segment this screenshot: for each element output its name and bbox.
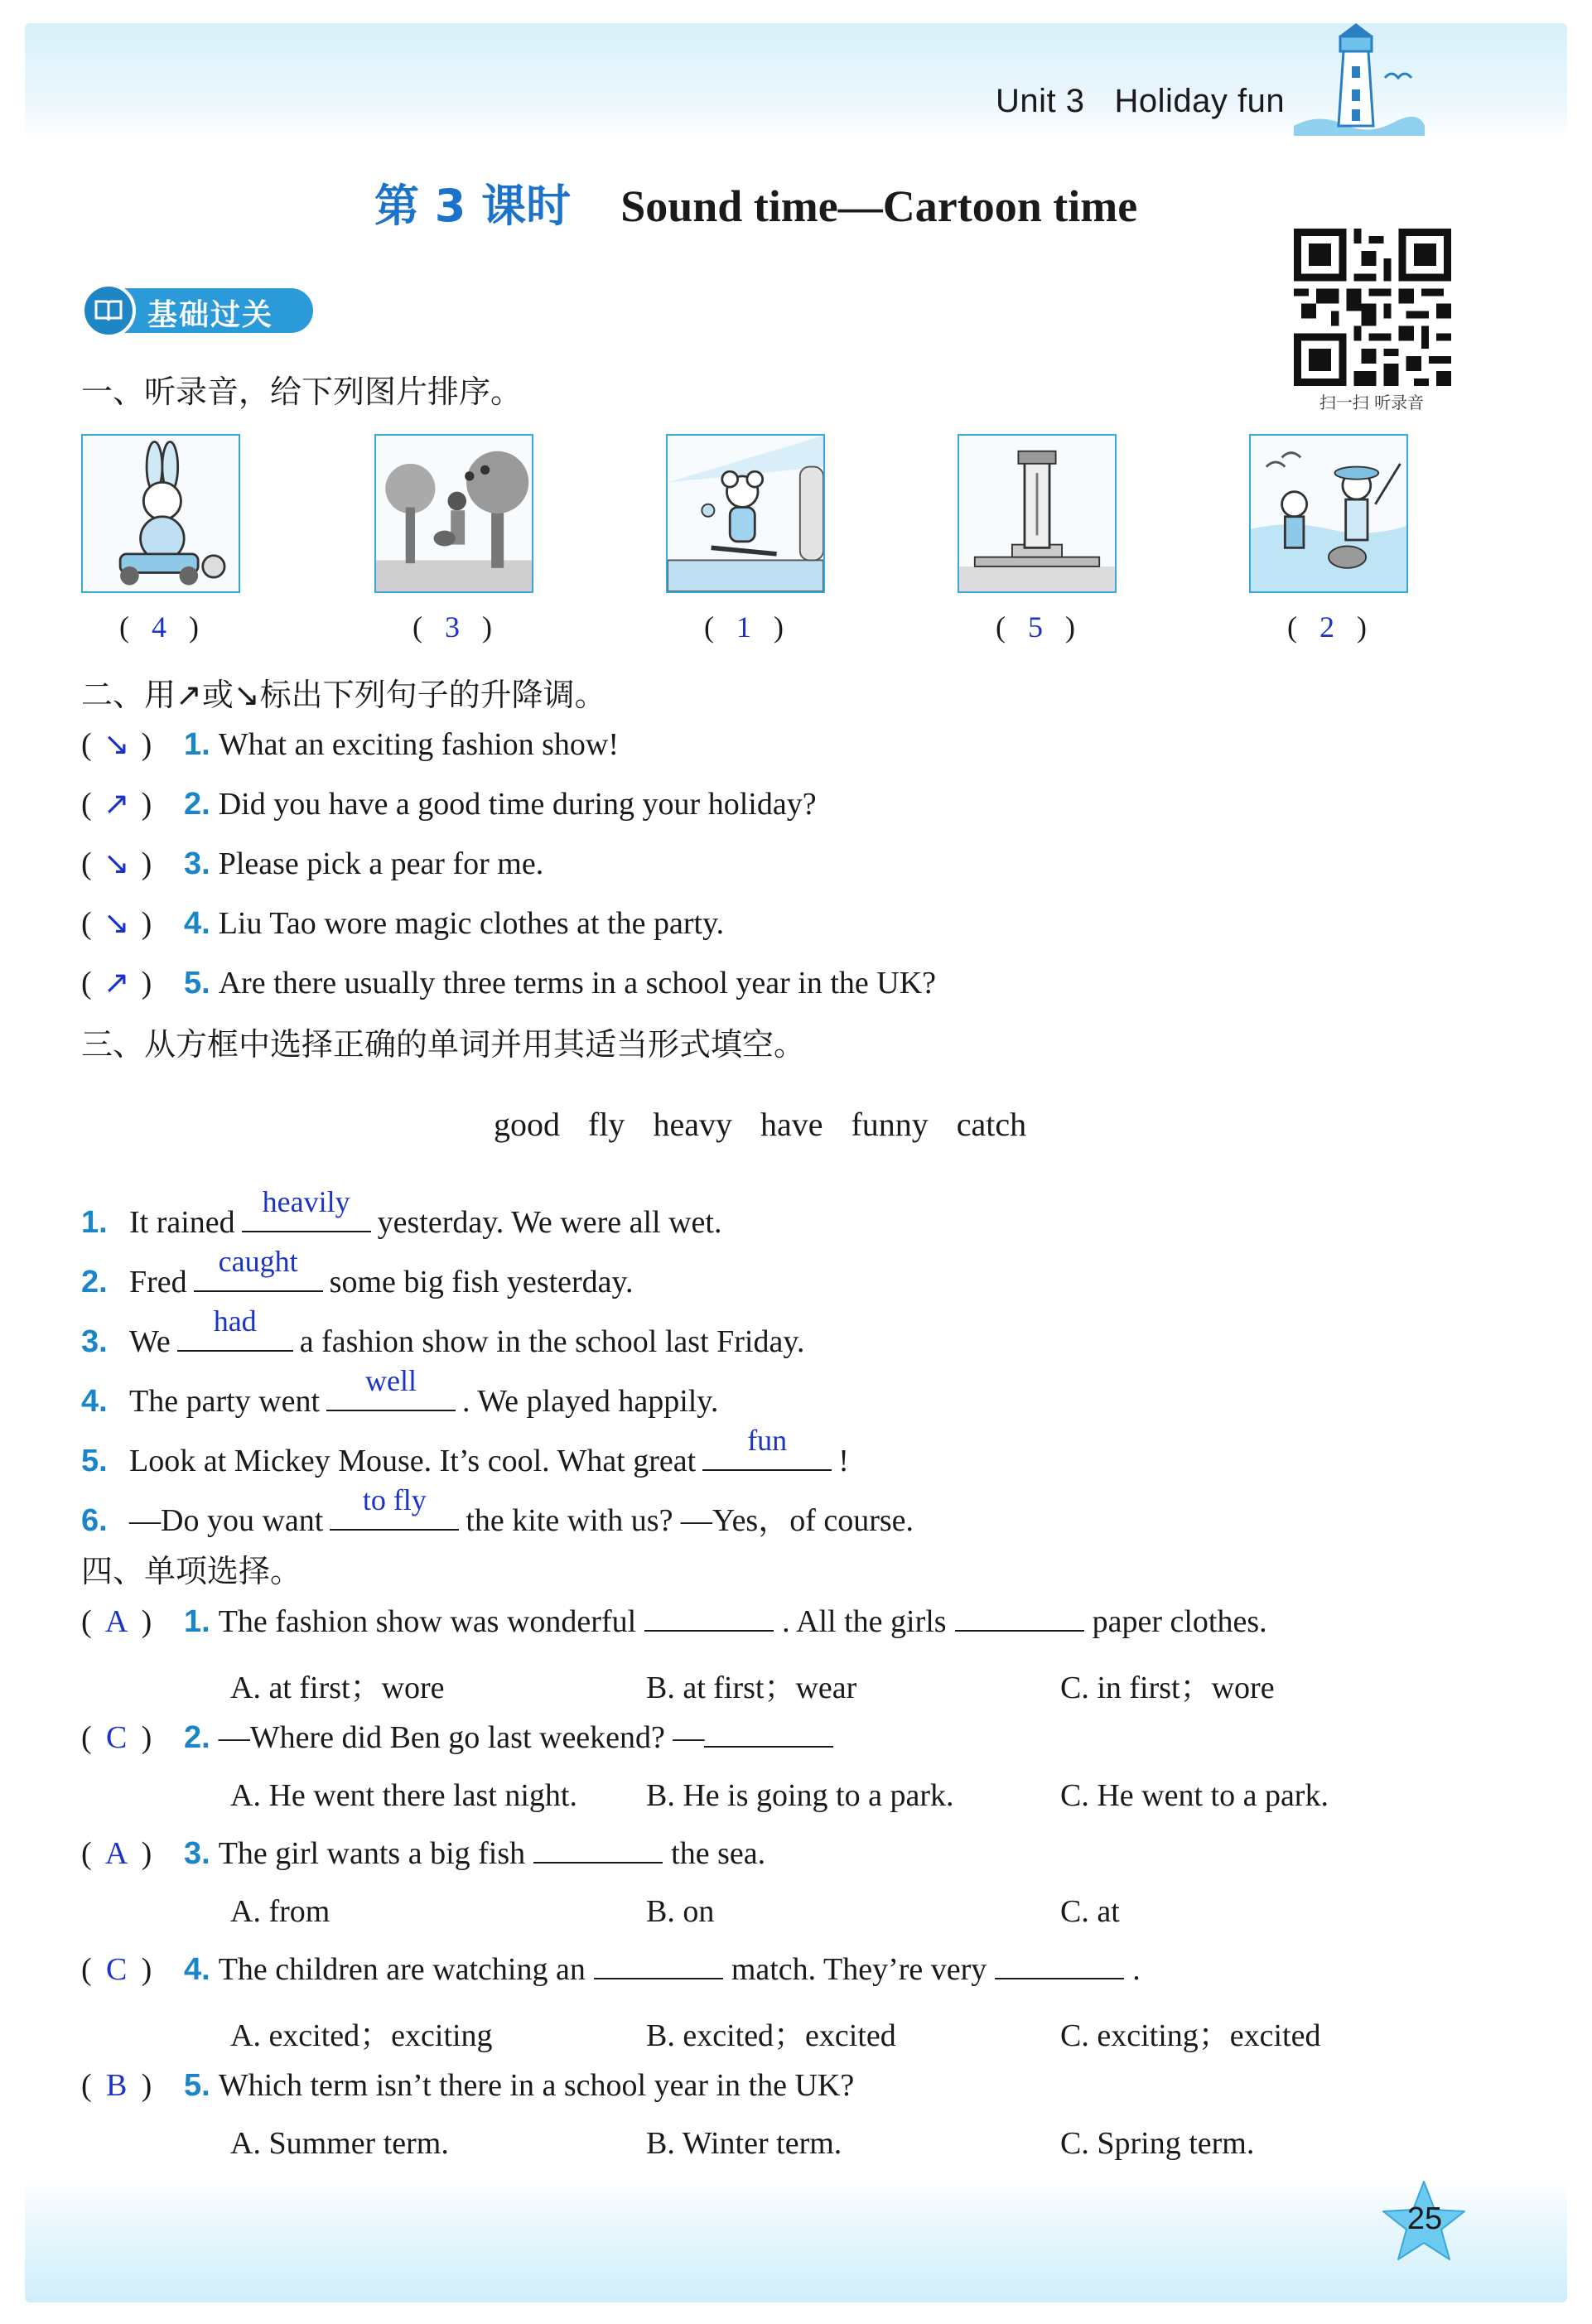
answer-blank: [644, 1605, 774, 1632]
section4-heading: 四、单项选择。: [81, 1553, 302, 1589]
fill-blank-5[interactable]: [702, 1424, 832, 1471]
sentence-text: Liu Tao wore magic clothes at the party.: [218, 906, 725, 941]
sentence-text: Are there usually three terms in a school year in the UK?: [218, 966, 937, 1000]
question-text: The fashion show was wonderful: [218, 1604, 637, 1639]
fill-blank-6[interactable]: [330, 1483, 459, 1531]
question-text: The children are watching an: [218, 1952, 586, 1987]
mc-1-option-c: C. in first；wore: [1060, 1671, 1275, 1705]
mc-4-option-c: C. exciting；excited: [1060, 2018, 1321, 2053]
fill-item-5: [81, 1424, 849, 1479]
section1-heading: 一、听录音，给下列图片排序。: [81, 374, 523, 410]
fill-item-6: [81, 1483, 914, 1540]
item-number: 2.: [184, 787, 210, 822]
fishing-children-icon: [1251, 436, 1406, 591]
sentence-text: Did you have a good time during your holiday?: [218, 787, 817, 822]
mc-5-option-a: A. Summer term.: [230, 2126, 449, 2161]
picture-4-order: 5: [1028, 610, 1043, 644]
sentence-after: . We played happily.: [462, 1384, 719, 1419]
question-text: .: [1132, 1952, 1141, 1987]
lesson-number: 第 3 课时: [374, 180, 572, 232]
mc-answer-3: A: [104, 1836, 128, 1871]
section2-heading: 二、用↗或↘标出下列句子的升降调。: [81, 677, 606, 713]
question-text: Which term isn’t there in a school year in the UK?: [218, 2068, 855, 2103]
item-number: 5.: [81, 1444, 108, 1478]
footer-band: [25, 2178, 1567, 2302]
sentence-text: What an exciting fashion show!: [218, 727, 620, 762]
fill-answer-5: fun: [747, 1424, 788, 1457]
mouse-skiing-icon: [668, 436, 823, 591]
sentence-before: Fred: [129, 1265, 187, 1299]
sentence-before: Look at Mickey Mouse. It’s cool. What great: [129, 1444, 697, 1478]
sentence-after: !: [838, 1444, 849, 1478]
mc-answer-4: C: [105, 1952, 128, 1987]
mc-answer-1: A: [104, 1604, 128, 1639]
question-text: the sea.: [671, 1836, 766, 1871]
item-number: 2.: [184, 1720, 210, 1755]
sentence-before: —Do you want: [129, 1503, 324, 1538]
answer-blank: [955, 1605, 1084, 1632]
lesson-name: Sound time—Cartoon time: [620, 181, 1138, 231]
mc-3-option-b: B. on: [646, 1894, 715, 1929]
unit-header: [996, 83, 1285, 120]
item-number: 1.: [184, 727, 210, 762]
sentence-before: It rained: [129, 1205, 235, 1240]
fill-item-4: [81, 1364, 719, 1420]
intonation-answer-2: ↗: [103, 787, 130, 822]
section-badge-label: 基础过关: [147, 298, 274, 332]
mc-5-option-b: B. Winter term.: [646, 2126, 842, 2161]
mc-item-5: ( B ) 5. Which term isn’t there in a school year in the UK?: [81, 2068, 855, 2103]
mc-item-2: ( C ) 2. —Where did Ben go last weekend? —: [81, 1719, 842, 1756]
word-option: catch: [956, 1106, 1027, 1143]
item-number: 1.: [81, 1205, 108, 1240]
answer-blank: [533, 1837, 663, 1864]
intonation-item-1: ( ↘ ) 1. What an exciting fashion show!: [81, 727, 620, 762]
picture-3-order: 1: [736, 610, 751, 644]
mc-1-option-a: A. at first；wore: [230, 1671, 445, 1705]
picture-2-answer: ( 3 ): [412, 610, 492, 644]
fill-item-1: [81, 1185, 722, 1241]
qr-code-icon: [1294, 229, 1451, 386]
fill-blank-4[interactable]: [326, 1364, 456, 1411]
intonation-answer-1: ↘: [103, 727, 130, 762]
picture-2-order: 3: [445, 610, 460, 644]
question-text: The girl wants a big fish: [218, 1836, 526, 1871]
question-text: match. They’re very: [731, 1952, 987, 1987]
sentence-after: yesterday. We were all wet.: [377, 1205, 722, 1240]
rabbit-toy-icon: [83, 436, 239, 591]
word-option: fly: [588, 1106, 625, 1143]
sentence-before: The party went: [129, 1384, 321, 1419]
item-number: 4.: [184, 906, 210, 941]
mc-answer-5: B: [105, 2068, 128, 2103]
mc-3-option-c: C. at: [1060, 1894, 1120, 1929]
item-number: 5.: [184, 2068, 210, 2103]
mc-2-option-c: C. He went to a park.: [1060, 1778, 1329, 1813]
page-number: 25: [1406, 2201, 1443, 2236]
lesson-title: [374, 171, 1137, 234]
mc-1-option-b: B. at first；wear: [646, 1671, 857, 1705]
qr-caption: 扫一扫 听录音: [1319, 393, 1425, 412]
section3-heading: 三、从方框中选择正确的单词并用其适当形式填空。: [81, 1026, 806, 1063]
intonation-item-4: ( ↘ ) 4. Liu Tao wore magic clothes at the party.: [81, 906, 725, 941]
lighthouse-icon: [1286, 20, 1426, 136]
question-text: . All the girls: [782, 1604, 947, 1639]
picture-2: [374, 434, 533, 593]
picture-1-answer: ( 4 ): [119, 610, 199, 644]
item-number: 2.: [81, 1265, 108, 1299]
fill-blank-3[interactable]: [177, 1304, 293, 1352]
picture-4-answer: ( 5 ): [996, 610, 1075, 644]
item-number: 4.: [184, 1952, 210, 1987]
word-option: good: [494, 1106, 560, 1143]
item-number: 4.: [81, 1384, 108, 1419]
mc-5-option-c: C. Spring term.: [1060, 2126, 1255, 2161]
fill-item-3: [81, 1304, 805, 1360]
picture-5-order: 2: [1319, 610, 1334, 644]
picture-1: [81, 434, 240, 593]
word-option: have: [760, 1106, 823, 1143]
picture-1-order: 4: [152, 610, 166, 644]
fill-answer-3: had: [213, 1304, 257, 1338]
sentence-after: some big fish yesterday.: [329, 1265, 634, 1299]
picture-4: [958, 434, 1117, 593]
word-box: [494, 1105, 1054, 1144]
picture-3-answer: ( 1 ): [704, 610, 784, 644]
fill-answer-4: well: [365, 1364, 417, 1397]
picture-3: [666, 434, 825, 593]
answer-blank: [594, 1953, 723, 1979]
fill-item-2: [81, 1245, 634, 1300]
answer-blank: [704, 1721, 833, 1748]
picture-5-answer: ( 2 ): [1287, 610, 1367, 644]
item-number: 5.: [184, 966, 210, 1000]
sentence-before: We: [129, 1324, 171, 1359]
item-number: 1.: [184, 1604, 210, 1639]
mc-2-option-b: B. He is going to a park.: [646, 1778, 954, 1813]
intonation-answer-5: ↗: [103, 966, 130, 1000]
mc-item-3: ( A ) 3. The girl wants a big fish the sea.: [81, 1836, 766, 1871]
mc-answer-2: C: [105, 1720, 128, 1755]
mc-2-option-a: A. He went there last night.: [230, 1778, 577, 1813]
intonation-item-5: ( ↗ ) 5. Are there usually three terms in a school year in the UK?: [81, 966, 937, 1000]
intonation-item-2: ( ↗ ) 2. Did you have a good time during your holiday?: [81, 787, 817, 822]
sentence-after: the kite with us? —Yes，of course.: [466, 1503, 914, 1538]
unit-label: Unit 3: [996, 83, 1085, 119]
unit-topic: Holiday fun: [1114, 83, 1286, 119]
word-option: funny: [851, 1106, 929, 1143]
sentence-text: Please pick a pear for me.: [218, 846, 544, 881]
question-text: paper clothes.: [1092, 1604, 1267, 1639]
fill-answer-6: to fly: [362, 1483, 427, 1516]
intonation-answer-4: ↘: [103, 906, 130, 941]
fill-blank-2[interactable]: [194, 1245, 323, 1292]
item-number: 3.: [81, 1324, 108, 1359]
intonation-item-3: ( ↘ ) 3. Please pick a pear for me.: [81, 846, 544, 881]
mc-4-option-b: B. excited；excited: [646, 2018, 896, 2053]
word-option: heavy: [653, 1106, 732, 1143]
picture-5: [1249, 434, 1408, 593]
answer-blank: [995, 1953, 1124, 1979]
mc-3-option-a: A. from: [230, 1894, 330, 1929]
item-number: 3.: [184, 846, 210, 881]
item-number: 3.: [184, 1836, 210, 1871]
item-number: 6.: [81, 1503, 108, 1538]
fill-answer-1: heavily: [262, 1185, 350, 1218]
apple-picking-icon: [376, 436, 532, 591]
sentence-after: a fashion show in the school last Friday.: [299, 1324, 805, 1359]
fill-blank-1[interactable]: [242, 1185, 371, 1232]
mc-item-4: ( C ) 4. The children are watching an match. They’re very .: [81, 1952, 1141, 1987]
intonation-answer-3: ↘: [103, 846, 130, 881]
mc-item-1: ( A ) 1. The fashion show was wonderful . All the girls paper clothes.: [81, 1604, 1267, 1639]
fill-answer-2: caught: [218, 1245, 298, 1278]
monument-icon: [959, 436, 1115, 591]
mc-4-option-a: A. excited；exciting: [230, 2018, 493, 2053]
question-text: —Where did Ben go last weekend? —: [218, 1720, 705, 1755]
